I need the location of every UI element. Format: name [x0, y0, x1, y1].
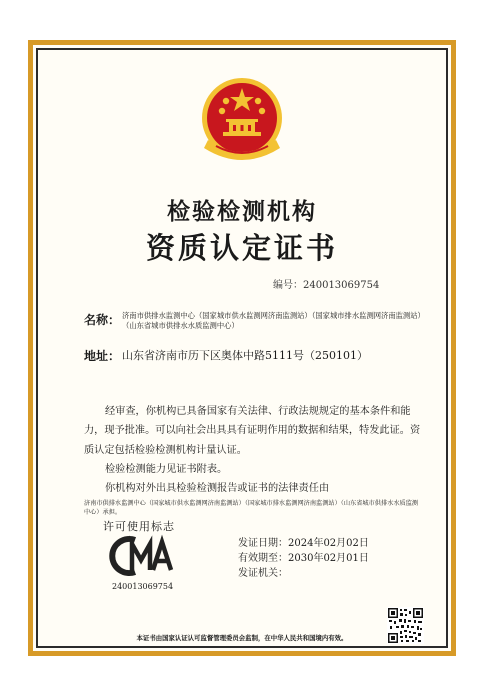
organization-name: 济南市供排水监测中心（国家城市供水监测网济南监测站）（国家城市排水监测网济南监测站）（山东省城市供排水水质监测中心）	[122, 311, 425, 330]
serial-number-row	[273, 276, 379, 291]
address-value: 山东省济南市历下区奥体中路5111号（250101）	[122, 349, 368, 362]
cma-number: 240013069754	[112, 582, 174, 591]
license-mark-label: 许可使用标志	[103, 520, 175, 533]
certificate-title-line2: 资质认定证书	[145, 231, 338, 265]
date-block	[238, 536, 369, 581]
national-emblem-icon	[198, 74, 286, 166]
liability-paragraph: 你机构对外出具检验检测报告或证书的法律责任由	[105, 483, 330, 495]
serial-number: 240013069754	[303, 280, 380, 291]
valid-until: 有效期至：2030年02月01日	[238, 553, 369, 564]
certificate-body	[84, 402, 424, 518]
cma-mark-icon	[108, 534, 174, 578]
address-label: 地址：	[84, 349, 121, 363]
liability-organization: 济南市供排水监测中心（国家城市供水监测网济南监测站）（国家城市排水监测网济南监测站）（山东省城市供排水水质监测中心）承担。	[84, 500, 419, 517]
serial-label: 编号：	[273, 280, 303, 291]
name-label: 名称：	[84, 313, 121, 327]
approval-paragraph: 经审查，你机构已具备国家有关法律、行政法规规定的基本条件和能力，现予批准。可以向社会出具具有证明作用的数据和结果，特发此证。资质认定包括检验检测机构计量认证。	[84, 406, 421, 456]
issuing-authority: 发证机关：	[238, 568, 288, 579]
capability-paragraph: 检验检测能力见证书附表。	[105, 463, 228, 475]
footer-note: 本证书由国家认证认可监督管理委员会监制，在中华人民共和国境内有效。	[136, 634, 348, 642]
issue-date: 发证日期：2024年02月02日	[238, 538, 369, 549]
certificate-title-line1: 检验检测机构	[167, 199, 317, 225]
